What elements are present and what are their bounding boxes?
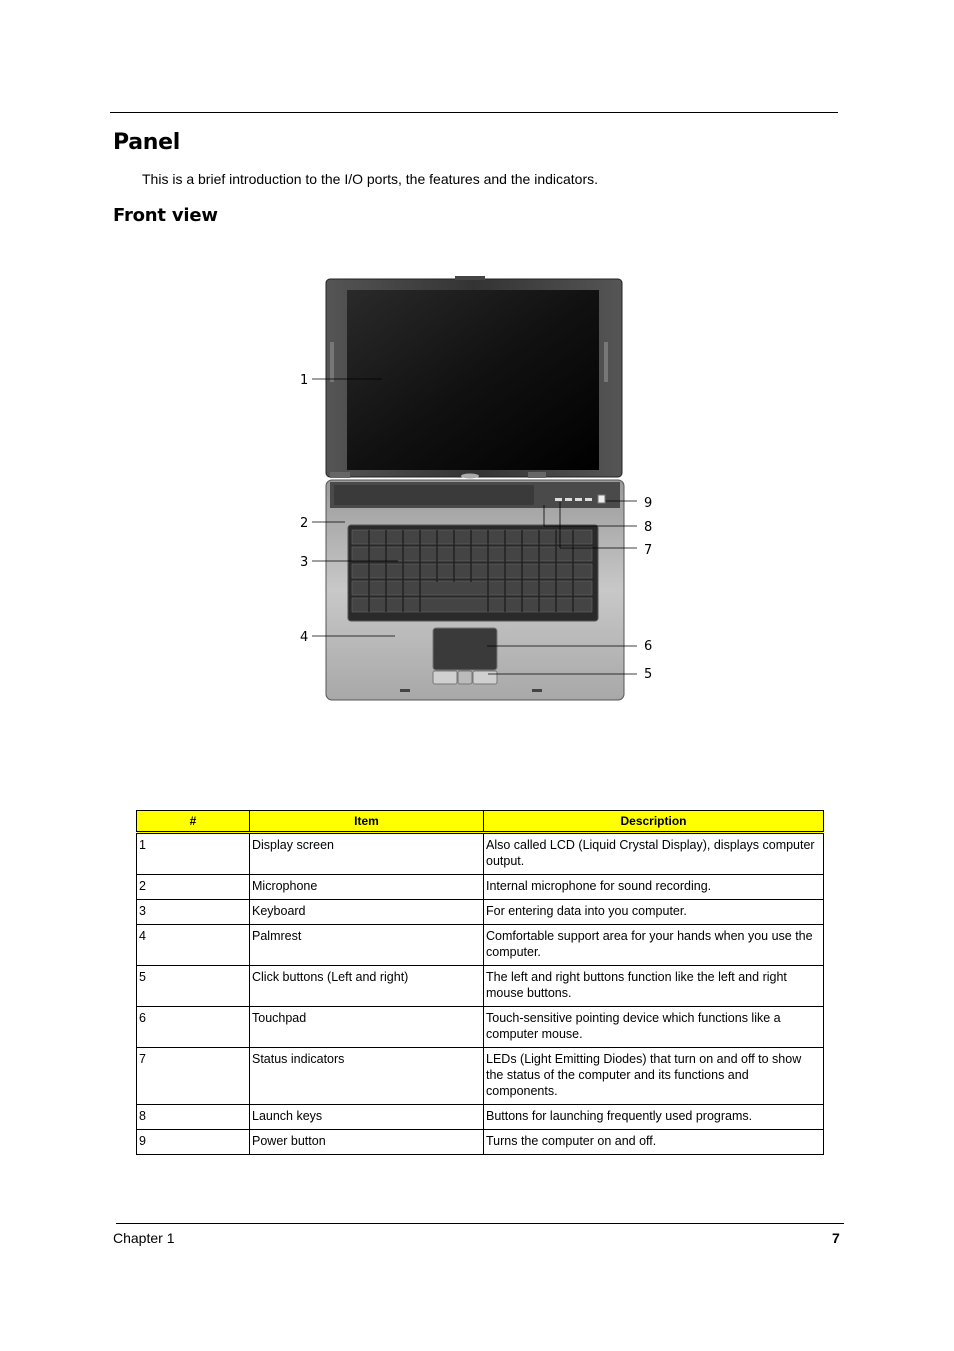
laptop-front-view-figure <box>290 272 670 712</box>
footer-rule <box>116 1223 844 1224</box>
table-row <box>137 1105 824 1130</box>
header-item: Item <box>250 811 484 833</box>
row-number: 4 <box>137 925 250 966</box>
row-number: 1 <box>137 833 250 875</box>
front-view-table <box>136 810 824 1155</box>
page-title: Panel <box>113 130 181 155</box>
display-lid <box>326 276 622 479</box>
row-item: Launch keys <box>250 1105 484 1130</box>
section-title: Front view <box>113 205 218 226</box>
row-number: 8 <box>137 1105 250 1130</box>
row-number: 5 <box>137 966 250 1007</box>
row-item: Palmrest <box>250 925 484 966</box>
table-header-row <box>137 811 824 833</box>
footer-page-number: 7 <box>832 1230 840 1246</box>
table-row <box>137 925 824 966</box>
row-number: 2 <box>137 875 250 900</box>
callout-5: 5 <box>644 667 653 682</box>
table-row <box>137 900 824 925</box>
footer-chapter: Chapter 1 <box>113 1230 175 1246</box>
row-description: Comfortable support area for your hands when you use the computer. <box>484 925 824 966</box>
callout-6: 6 <box>644 639 653 654</box>
row-description: Turns the computer on and off. <box>484 1130 824 1155</box>
table-row <box>137 1130 824 1155</box>
row-description: Touch-sensitive pointing device which functions like a computer mouse. <box>484 1007 824 1048</box>
callout-2: 2 <box>300 516 309 531</box>
row-description: Also called LCD (Liquid Crystal Display), displays computer output. <box>484 833 824 875</box>
row-item: Keyboard <box>250 900 484 925</box>
table-row <box>137 875 824 900</box>
row-number: 9 <box>137 1130 250 1155</box>
callout-4: 4 <box>300 630 309 645</box>
click-buttons <box>433 671 497 684</box>
row-number: 3 <box>137 900 250 925</box>
row-description: Buttons for launching frequently used programs. <box>484 1105 824 1130</box>
row-item: Click buttons (Left and right) <box>250 966 484 1007</box>
callout-9: 9 <box>644 496 653 511</box>
logo-icon <box>461 474 479 479</box>
row-number: 7 <box>137 1048 250 1105</box>
row-item: Display screen <box>250 833 484 875</box>
table-row <box>137 1048 824 1105</box>
row-description: The left and right buttons function like the left and right mouse buttons. <box>484 966 824 1007</box>
row-item: Power button <box>250 1130 484 1155</box>
callout-1: 1 <box>300 373 309 388</box>
callout-8: 8 <box>644 520 653 535</box>
keyboard <box>348 525 598 621</box>
header-rule <box>110 112 838 113</box>
power-button-icon <box>598 495 605 503</box>
table-row <box>137 833 824 875</box>
laptop-base <box>326 480 624 700</box>
header-number: # <box>137 811 250 833</box>
callout-7: 7 <box>644 543 653 558</box>
row-description: LEDs (Light Emitting Diodes) that turn on and off to show the status of the computer and its functions and components. <box>484 1048 824 1105</box>
header-description: Description <box>484 811 824 833</box>
row-description: For entering data into you computer. <box>484 900 824 925</box>
intro-text: This is a brief introduction to the I/O ports, the features and the indicators. <box>142 171 599 187</box>
table-row <box>137 966 824 1007</box>
table-row <box>137 1007 824 1048</box>
callout-3: 3 <box>300 555 309 570</box>
display-screen <box>347 290 599 470</box>
row-item: Microphone <box>250 875 484 900</box>
row-item: Touchpad <box>250 1007 484 1048</box>
touchpad <box>433 628 497 670</box>
row-description: Internal microphone for sound recording. <box>484 875 824 900</box>
row-number: 6 <box>137 1007 250 1048</box>
row-item: Status indicators <box>250 1048 484 1105</box>
